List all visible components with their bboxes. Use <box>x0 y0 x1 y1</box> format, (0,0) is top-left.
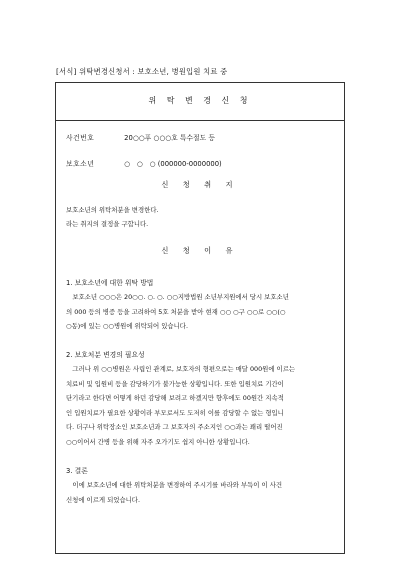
reason-line: 다. 더구나 위탁장소인 보호소년과 그 보호자의 주소지인 ○○과는 꽤리 떨어진 <box>66 423 283 432</box>
reason-line: 인 입원치료가 필요한 상황이라 부모로서도 도저히 이를 감당할 수 없는 형입니 <box>66 408 284 417</box>
purpose-text <box>66 204 338 231</box>
reason-heading-2: 2. 보호처분 변경의 필요성 <box>66 351 145 359</box>
case-number-row <box>66 132 215 142</box>
reason-body-2 <box>66 362 341 450</box>
juvenile-row <box>66 158 222 168</box>
reason-body-1 <box>66 290 341 334</box>
purpose-title: 신 청 취 지 <box>161 180 239 189</box>
reason-line: 그러나 위 ○○병원은 사립인 관계로, 보호자의 형편으로는 매달 000원에 이르는 <box>66 365 296 373</box>
reason-line: ○○이어서 간병 등을 위해 자주 오가기도 쉽지 아니한 상황입니다. <box>66 437 250 446</box>
document-title: 위 탁 변 경 신 청 <box>148 96 252 105</box>
juvenile-label: 보호소년 <box>66 160 95 168</box>
reason-line: 단기라고 한다면 어떻게 하던 감당해 보려고 하겠지만 향후에도 00원간 지속적 <box>66 394 284 403</box>
reason-body-3 <box>66 478 341 507</box>
reason-line: ○동)에 있는 ○○병원에 위탁되어 있습니다. <box>66 322 188 331</box>
title-divider <box>56 120 344 121</box>
document-frame <box>55 82 345 554</box>
purpose-line: 라는 취지의 결정을 구합니다. <box>66 219 149 228</box>
reason-line: 신청에 이르게 되었습니다. <box>66 495 141 504</box>
reason-heading-3: 3. 결론 <box>66 467 88 475</box>
case-number-label: 사건번호 <box>66 134 95 142</box>
form-caption: [서식] 위탁변경신청서 : 보호소년, 병원입원 치료 중 <box>56 67 228 76</box>
case-number-value: 20○○푸 ○○○호 특수절도 등 <box>124 134 215 142</box>
reason-line: 이에 보호소년에 대한 위탁처분을 변경하여 주시기를 바라와 부득이 이 사건 <box>66 481 283 489</box>
reason-line: 보호소년 ○○○은 20○○. ○. ○. ○○지방법원 소년부지원에서 당시 보호소년 <box>66 293 289 301</box>
purpose-line: 보호소년의 위탁처분을 변경한다. <box>66 206 159 214</box>
juvenile-value: ○ ○ ○ (000000-0000000) <box>124 160 222 168</box>
reason-title: 신 청 이 유 <box>161 246 239 255</box>
reason-heading-1: 1. 보호소년에 대한 위탁 방법 <box>66 279 154 287</box>
reason-line: 치료비 및 입원비 등을 감당하기가 불가능한 상황입니다. 또한 입원치료 기간이 <box>66 379 284 388</box>
reason-line: 의 000 등의 병증 등을 고려하여 5호 처분을 받아 현재 ○○ ○구 ○○로 ○○(○ <box>66 307 286 316</box>
